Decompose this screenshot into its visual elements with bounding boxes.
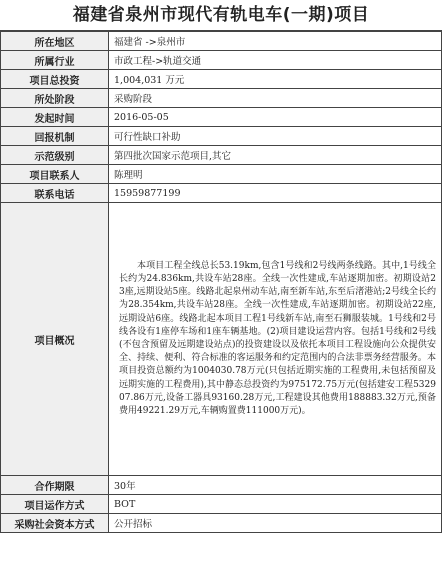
- row-value: 公开招标: [109, 514, 442, 533]
- table-row-procurement-method: [1, 514, 442, 533]
- row-label: 项目总投资: [1, 70, 109, 89]
- table-row-stage: [1, 89, 442, 108]
- row-label: 项目运作方式: [1, 495, 109, 514]
- row-label: 项目概况: [1, 203, 109, 476]
- row-label: 项目联系人: [1, 165, 109, 184]
- table-row-industry: [1, 51, 442, 70]
- row-value: 第四批次国家示范项目,其它: [109, 146, 442, 165]
- page-title: 福建省泉州市现代有轨电车(一期)项目: [0, 0, 442, 31]
- row-label: 所处阶段: [1, 89, 109, 108]
- overview-text: 本项目工程全线总长53.19km,包含1号线和2号线两条线路。其中,1号线全长约为24.836km,共设车站28座。全线一次性建成,车站逐期加密。初期设站23座,远期设站5座。线路北起泉州动车站,南至新车站,东至后渚港站;2号线全长约为28.354km,共设车站28座。全线一次性建成,车站逐期加密。初期设站22座,远期设站6座。线路北起本项目工程1号线新车站,南至石狮服装城。1号线和2号线各设有1座停车场和1座车辆基地。(2)项目建设运营内容。包括1号线和2号线(不包含预留及远期建设站点)的投资建设以及依托本项目工程设施向公众提供安全、持续、便利、符合标准的客运服务和约定范围内的合法非票务经营服务。本项目投资总额约为1004030.78万元(只包括近期实施的工程费用,未包括预留及远期实施的工程费用),其中静态总投资约为975172.75万元(包括建安工程532907.86万元,设备工器具93160.28万元,工程建设其他费用188883.32万元,预备费用49221.29万元,车辆购置费111000万元)。: [119, 260, 436, 417]
- row-value: 市政工程->轨道交通: [109, 51, 442, 70]
- row-value: 15959877199: [109, 184, 442, 203]
- row-label: 联系电话: [1, 184, 109, 203]
- row-label: 所属行业: [1, 51, 109, 70]
- table-row-total-investment: [1, 70, 442, 89]
- overview-cell: [109, 203, 442, 476]
- row-label: 采购社会资本方式: [1, 514, 109, 533]
- row-value: 1,004,031 万元: [109, 70, 442, 89]
- table-row-contact-person: [1, 165, 442, 184]
- table-row-contact-phone: [1, 184, 442, 203]
- project-info-table: [0, 31, 442, 533]
- table-row-demonstration-level: [1, 146, 442, 165]
- row-label: 所在地区: [1, 32, 109, 51]
- row-value: BOT: [109, 495, 442, 514]
- row-value: 2016-05-05: [109, 108, 442, 127]
- table-row-overview: [1, 203, 442, 476]
- row-value: 30年: [109, 476, 442, 495]
- table-row-start-date: [1, 108, 442, 127]
- row-value: 陈理明: [109, 165, 442, 184]
- table-row-cooperation-term: [1, 476, 442, 495]
- row-value: 采购阶段: [109, 89, 442, 108]
- table-row-return-mechanism: [1, 127, 442, 146]
- row-label: 发起时间: [1, 108, 109, 127]
- row-label: 回报机制: [1, 127, 109, 146]
- row-value: 福建省 ->泉州市: [109, 32, 442, 51]
- table-row-region: [1, 32, 442, 51]
- row-label: 合作期限: [1, 476, 109, 495]
- table-row-operation-mode: [1, 495, 442, 514]
- row-label: 示范级别: [1, 146, 109, 165]
- row-value: 可行性缺口补助: [109, 127, 442, 146]
